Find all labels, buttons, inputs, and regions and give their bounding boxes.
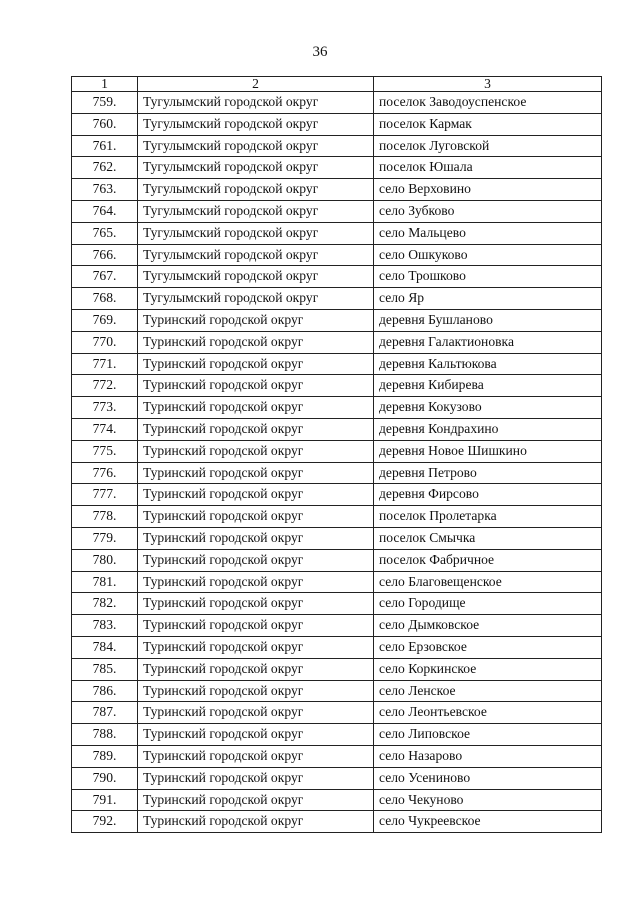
settlement-cell: поселок Луговской (374, 135, 602, 157)
district-cell: Тугулымский городской округ (138, 179, 374, 201)
table-row (72, 484, 602, 506)
district-cell: Туринский городской округ (138, 745, 374, 767)
district-cell: Туринский городской округ (138, 397, 374, 419)
district-cell: Туринский городской округ (138, 549, 374, 571)
district-cell: Туринский городской округ (138, 571, 374, 593)
settlement-cell: село Липовское (374, 724, 602, 746)
row-number-cell: 763. (72, 179, 138, 201)
settlement-cell: село Благовещенское (374, 571, 602, 593)
page-number: 36 (312, 44, 328, 60)
district-cell: Туринский городской округ (138, 636, 374, 658)
row-number-cell: 766. (72, 244, 138, 266)
row-number-cell: 784. (72, 636, 138, 658)
row-number-cell: 770. (72, 331, 138, 353)
table-row (72, 288, 602, 310)
settlement-cell: село Мальцево (374, 222, 602, 244)
settlement-cell: поселок Фабричное (374, 549, 602, 571)
settlement-cell: деревня Фирсово (374, 484, 602, 506)
table-row (72, 506, 602, 528)
table-row (72, 113, 602, 135)
district-cell: Тугулымский городской округ (138, 244, 374, 266)
table-row (72, 767, 602, 789)
row-number-cell: 792. (72, 811, 138, 833)
table-row (72, 179, 602, 201)
settlement-cell: село Трошково (374, 266, 602, 288)
settlement-cell: село Яр (374, 288, 602, 310)
row-number-cell: 771. (72, 353, 138, 375)
settlement-cell: поселок Кармак (374, 113, 602, 135)
row-number-cell: 777. (72, 484, 138, 506)
district-cell: Тугулымский городской округ (138, 266, 374, 288)
table-header-row (72, 77, 602, 92)
settlement-cell: село Коркинское (374, 658, 602, 680)
table-row (72, 440, 602, 462)
district-cell: Туринский городской округ (138, 309, 374, 331)
settlement-cell: село Леонтьевское (374, 702, 602, 724)
settlement-cell: село Ерзовское (374, 636, 602, 658)
row-number-cell: 760. (72, 113, 138, 135)
district-cell: Туринский городской округ (138, 375, 374, 397)
row-number-cell: 787. (72, 702, 138, 724)
table-row (72, 135, 602, 157)
column-header-number: 1 (72, 77, 138, 92)
settlement-cell: поселок Заводоуспенское (374, 92, 602, 114)
table-body (72, 92, 602, 833)
row-number-cell: 759. (72, 92, 138, 114)
table-row (72, 615, 602, 637)
row-number-cell: 789. (72, 745, 138, 767)
row-number-cell: 785. (72, 658, 138, 680)
district-cell: Туринский городской округ (138, 331, 374, 353)
district-cell: Туринский городской округ (138, 527, 374, 549)
settlement-cell: деревня Кибирева (374, 375, 602, 397)
row-number-cell: 761. (72, 135, 138, 157)
table-row (72, 397, 602, 419)
row-number-cell: 772. (72, 375, 138, 397)
table-row (72, 222, 602, 244)
row-number-cell: 782. (72, 593, 138, 615)
table-row (72, 527, 602, 549)
row-number-cell: 765. (72, 222, 138, 244)
table-row (72, 636, 602, 658)
district-cell: Тугулымский городской округ (138, 200, 374, 222)
table-row (72, 745, 602, 767)
settlement-cell: поселок Смычка (374, 527, 602, 549)
row-number-cell: 764. (72, 200, 138, 222)
table-row (72, 702, 602, 724)
district-cell: Туринский городской округ (138, 615, 374, 637)
settlement-cell: деревня Галактионовка (374, 331, 602, 353)
table-row (72, 658, 602, 680)
settlement-cell: село Зубково (374, 200, 602, 222)
row-number-cell: 791. (72, 789, 138, 811)
table-row (72, 331, 602, 353)
row-number-cell: 775. (72, 440, 138, 462)
settlement-cell: село Ошкуково (374, 244, 602, 266)
district-cell: Тугулымский городской округ (138, 157, 374, 179)
table-row (72, 353, 602, 375)
row-number-cell: 788. (72, 724, 138, 746)
settlement-cell: село Городище (374, 593, 602, 615)
row-number-cell: 778. (72, 506, 138, 528)
row-number-cell: 786. (72, 680, 138, 702)
settlement-cell: село Усениново (374, 767, 602, 789)
district-cell: Туринский городской округ (138, 724, 374, 746)
settlement-cell: деревня Петрово (374, 462, 602, 484)
table-row (72, 244, 602, 266)
district-cell: Туринский городской округ (138, 593, 374, 615)
table-row (72, 157, 602, 179)
table-row (72, 789, 602, 811)
settlement-cell: поселок Пролетарка (374, 506, 602, 528)
row-number-cell: 767. (72, 266, 138, 288)
row-number-cell: 776. (72, 462, 138, 484)
row-number-cell: 769. (72, 309, 138, 331)
table-row (72, 200, 602, 222)
column-header-district: 2 (138, 77, 374, 92)
district-cell: Туринский городской округ (138, 462, 374, 484)
row-number-cell: 768. (72, 288, 138, 310)
settlement-cell: поселок Юшала (374, 157, 602, 179)
table-row (72, 571, 602, 593)
row-number-cell: 781. (72, 571, 138, 593)
table-row (72, 418, 602, 440)
settlement-cell: село Ленское (374, 680, 602, 702)
settlement-cell: село Дымковское (374, 615, 602, 637)
district-cell: Туринский городской округ (138, 702, 374, 724)
table-row (72, 724, 602, 746)
district-cell: Туринский городской округ (138, 440, 374, 462)
district-cell: Туринский городской округ (138, 484, 374, 506)
district-cell: Туринский городской округ (138, 767, 374, 789)
row-number-cell: 790. (72, 767, 138, 789)
settlement-cell: деревня Новое Шишкино (374, 440, 602, 462)
column-header-settlement: 3 (374, 77, 602, 92)
settlement-cell: деревня Бушланово (374, 309, 602, 331)
settlement-cell: деревня Кокузово (374, 397, 602, 419)
table-row (72, 680, 602, 702)
table-row (72, 375, 602, 397)
table-row (72, 593, 602, 615)
district-cell: Тугулымский городской округ (138, 92, 374, 114)
district-cell: Туринский городской округ (138, 418, 374, 440)
settlement-cell: деревня Кондрахино (374, 418, 602, 440)
settlement-cell: село Верховино (374, 179, 602, 201)
settlement-cell: село Чукреевское (374, 811, 602, 833)
district-cell: Туринский городской округ (138, 680, 374, 702)
table-row (72, 811, 602, 833)
table-row (72, 549, 602, 571)
district-cell: Тугулымский городской округ (138, 113, 374, 135)
district-cell: Тугулымский городской округ (138, 135, 374, 157)
row-number-cell: 762. (72, 157, 138, 179)
row-number-cell: 783. (72, 615, 138, 637)
table-row (72, 266, 602, 288)
settlement-cell: село Чекуново (374, 789, 602, 811)
row-number-cell: 779. (72, 527, 138, 549)
district-cell: Туринский городской округ (138, 789, 374, 811)
district-cell: Туринский городской округ (138, 658, 374, 680)
settlement-cell: деревня Кальтюкова (374, 353, 602, 375)
settlement-cell: село Назарово (374, 745, 602, 767)
table-row (72, 462, 602, 484)
row-number-cell: 780. (72, 549, 138, 571)
table-row (72, 92, 602, 114)
district-cell: Туринский городской округ (138, 506, 374, 528)
row-number-cell: 773. (72, 397, 138, 419)
settlements-table (71, 76, 602, 833)
row-number-cell: 774. (72, 418, 138, 440)
district-cell: Туринский городской округ (138, 811, 374, 833)
district-cell: Тугулымский городской округ (138, 222, 374, 244)
district-cell: Туринский городской округ (138, 353, 374, 375)
table-row (72, 309, 602, 331)
district-cell: Тугулымский городской округ (138, 288, 374, 310)
